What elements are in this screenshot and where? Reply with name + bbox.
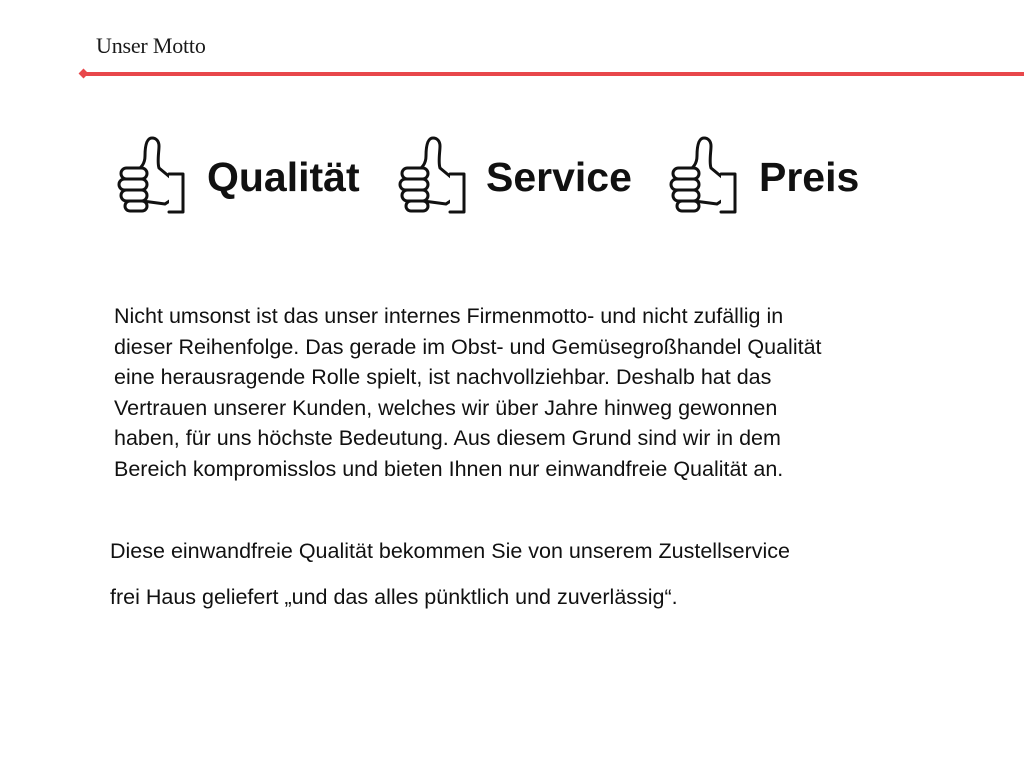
thumbs-up-icon	[115, 134, 187, 220]
motto-row	[115, 134, 915, 224]
closing-paragraph	[110, 528, 990, 620]
body-line: eine herausragende Rolle spielt, ist nachvollziehbar. Deshalb hat das	[114, 365, 772, 389]
slide-title: Unser Motto	[96, 33, 206, 58]
body-line: haben, für uns höchste Bedeutung. Aus diesem Grund sind wir in dem	[114, 426, 781, 450]
body-line: Nicht umsonst ist das unser internes Firmenmotto- und nicht zufällig in	[114, 304, 784, 328]
title-underline	[84, 72, 1024, 76]
closing-line: Diese einwandfreie Qualität bekommen Sie von unserem Zustellservice	[110, 539, 790, 563]
motto-label: Preis	[759, 154, 860, 200]
body-line: dieser Reihenfolge. Das gerade im Obst- und Gemüsegroßhandel Qualität	[114, 334, 822, 359]
motto-label: Service	[486, 154, 632, 200]
thumbs-up-icon	[396, 134, 468, 220]
underline-diamond-marker	[79, 69, 89, 79]
motto-label: Qualität	[207, 154, 360, 200]
body-line: Vertrauen unserer Kunden, welches wir über Jahre hinweg gewonnen	[114, 395, 778, 420]
closing-line: frei Haus geliefert „und das alles pünktlich und zuverlässig“.	[110, 585, 678, 609]
body-line: Bereich kompromisslos und bieten Ihnen nur einwandfreie Qualität an.	[114, 456, 784, 481]
thumbs-up-icon	[667, 134, 739, 220]
body-paragraph	[114, 301, 974, 484]
